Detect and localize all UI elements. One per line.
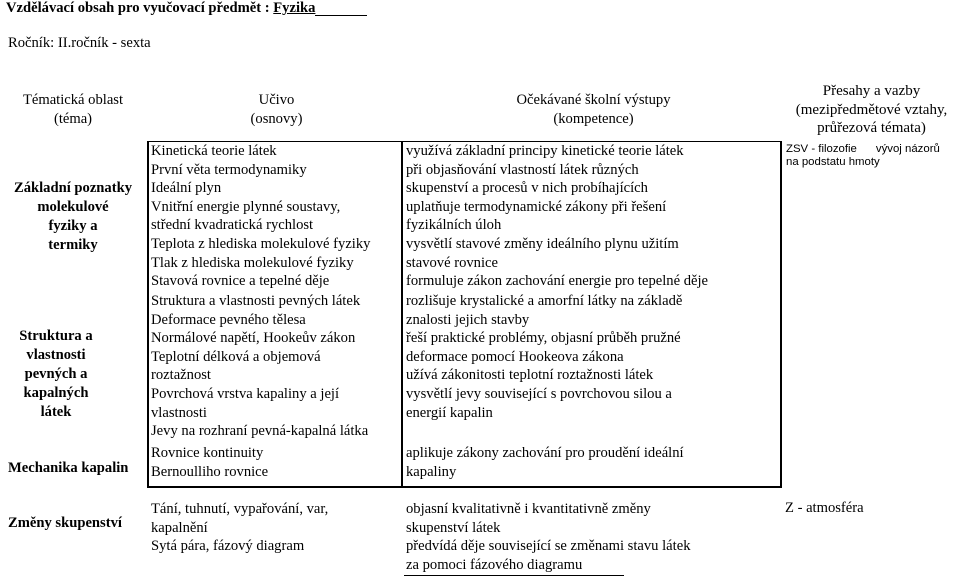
vline-outcomes-right [780, 141, 782, 488]
row3-area: Mechanika kapalin [8, 460, 129, 476]
subject-value: Fyzika [273, 0, 316, 16]
header-links: Přesahy a vazby (mezipředmětové vztahy, průřezová témata) [795, 83, 948, 136]
row2-curriculum: Struktura a vlastnosti pevných látek Deformace pevného tělesa Normálové napětí, Hookeův zákon Teplotní délková a objemová roztažnost Povrchová vrstva kapaliny a její vlastnosti Jevy na rozhraní pevná-kapalná látka [151, 293, 369, 440]
subject-label: Vzdělávací obsah pro vyučovací předmět : [6, 0, 274, 16]
row1-area: Základní poznatky molekulové fyziky a termiky [13, 180, 132, 253]
row4-curriculum: Tání, tuhnutí, vypařování, var, kapalnění Sytá pára, fázový diagram [151, 501, 329, 555]
rule-row4-bottom [404, 575, 624, 576]
year-line: Ročník: II.ročník - sexta [8, 35, 151, 51]
row4-links: Z - atmosféra [785, 500, 864, 516]
header-curriculum: Učivo (osnovy) [250, 92, 303, 127]
row1-outcomes: využívá základní principy kinetické teorie látek při objasňování vlastností látek různých skupenství a procesů v nich probíhajících uplatňuje termodynamické zákony při řešení fyzikálních úloh vysvětlí stavové změny ideálního plynu užitím stavové rovnice formuluje zákon zachování energie pro tepelné děje [406, 143, 709, 290]
header-outcomes: Očekávané školní výstupy (kompetence) [516, 92, 671, 127]
vline-outcomes-left [401, 141, 403, 488]
row1-curriculum: Kinetická teorie látek První věta termodynamiky Ideální plyn Vnitřní energie plynné soustavy, střední kvadratická rychlost Teplota z hlediska molekulové fyziky Tlak z hlediska molekulové fyziky Stavová rovnice a tepelné děje [151, 143, 371, 290]
subject-line [6, 0, 367, 17]
row3-curriculum: Rovnice kontinuity Bernoulliho rovnice [151, 445, 269, 480]
vline-curriculum-left [147, 141, 149, 488]
rule-bottom-table [148, 486, 781, 488]
header-area: Tématická oblast (téma) [22, 92, 124, 127]
row4-area: Změny skupenství [8, 515, 122, 531]
row2-area: Struktura a vlastnosti pevných a kapalných látek [19, 328, 93, 420]
subject-underline-tail [315, 0, 367, 16]
row2-outcomes: rozlišuje krystalické a amorfní látky na základě znalosti jejich stavby řeší praktické problémy, objasní průběh pružné deformace pomocí Hookeova zákona užívá zákonitosti teplotní roztažnosti látek vysvětlí jevy související s povrchovou silou a energií kapalin [406, 293, 683, 421]
row3-outcomes: aplikuje zákony zachování pro proudění ideální kapaliny [406, 445, 684, 480]
row4-outcomes: objasní kvalitativně i kvantitativně změny skupenství látek předvídá děje související se změnami stavu látek za pomoci fázového diagramu [406, 501, 691, 573]
row1-links: ZSV - filozofie vývoj názorů na podstatu hmoty [786, 143, 940, 168]
